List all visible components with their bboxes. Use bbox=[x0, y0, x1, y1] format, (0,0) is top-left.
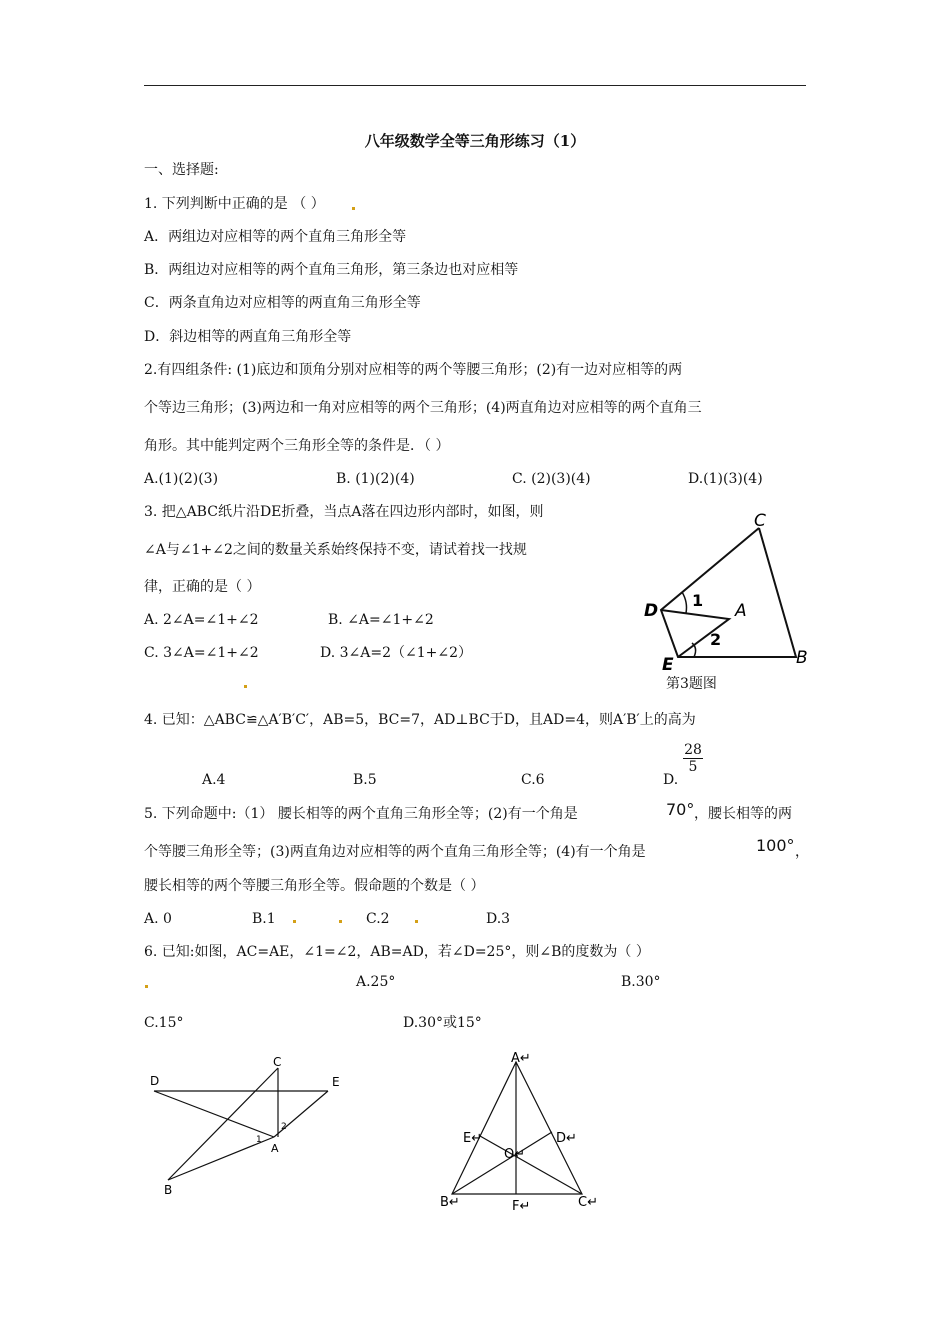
q6-option-d: D.30°或15° bbox=[403, 1015, 482, 1031]
q6-fig1-label-a: A bbox=[271, 1142, 279, 1155]
q3-triangle-outline bbox=[661, 528, 796, 657]
q3-label-b: B bbox=[796, 648, 808, 668]
q5-angle-70: 70° bbox=[666, 800, 695, 819]
q4-stem: 4. 已知：△ABC≌△A′B′C′，AB=5，BC=7，AD⊥BC于D，且AD=4，则A′B′上的高为 bbox=[144, 712, 696, 728]
q6-fig1-label-c: C bbox=[273, 1055, 282, 1069]
q1-option-c: C．两条直角边对应相等的两直角三角形全等 bbox=[144, 295, 421, 311]
q6-fig2-lines bbox=[452, 1062, 582, 1194]
q6-figure-2 bbox=[432, 1050, 612, 1220]
q1-option-d: D．斜边相等的两直角三角形全等 bbox=[144, 329, 352, 345]
q5-option-c: C.2 bbox=[366, 911, 390, 927]
q4-option-b: B.5 bbox=[353, 772, 377, 788]
artifact-dot bbox=[352, 207, 355, 210]
q6-fig2-label-a: A↵ bbox=[511, 1051, 531, 1066]
q5-option-b: B.1 bbox=[252, 911, 276, 927]
q4-option-a: A.4 bbox=[202, 772, 226, 788]
q5-line-2-tail: ， bbox=[795, 844, 809, 860]
artifact-dot bbox=[145, 985, 148, 988]
q6-option-b: B.30° bbox=[621, 974, 661, 990]
q4-option-d: D. bbox=[663, 772, 679, 788]
q6-option-a: A.25° bbox=[356, 974, 396, 990]
q5-option-a: A. 0 bbox=[144, 911, 172, 927]
q3-line-2: ∠A与∠1+∠2之间的数量关系始终保持不变，请试着找一找规 bbox=[144, 542, 527, 558]
q6-fig1-label-b: B bbox=[164, 1183, 173, 1197]
artifact-dot bbox=[339, 920, 342, 923]
q6-fig1-label-2: 2 bbox=[281, 1122, 287, 1132]
q5-line-2: 个等腰三角形全等；(3)两直角边对应相等的两个直角三角形全等；(4)有一个角是 bbox=[144, 844, 646, 860]
artifact-dot bbox=[293, 920, 296, 923]
q3-option-a: A. 2∠A=∠1+∠2 bbox=[144, 612, 259, 628]
section-heading: 一、选择题: bbox=[144, 162, 219, 178]
q3-line-3: 律，正确的是（ ） bbox=[144, 579, 261, 595]
q2-option-b: B. (1)(2)(4) bbox=[336, 471, 415, 487]
artifact-dot bbox=[244, 685, 247, 688]
q3-label-e: E bbox=[662, 655, 674, 675]
q6-stem: 6. 已知:如图，AC=AE，∠1=∠2，AB=AD，若∠D=25°，则∠B的度数为（ ） bbox=[144, 944, 650, 960]
q2-option-d: D.(1)(3)(4) bbox=[688, 471, 763, 487]
q2-line-1: 2.有四组条件: (1)底边和顶角分别对应相等的两个等腰三角形；(2)有一边对应相等的两 bbox=[144, 362, 683, 378]
fraction-numerator: 28 bbox=[684, 742, 702, 758]
q3-label-2: 2 bbox=[710, 630, 722, 649]
q1-option-b: B．两组边对应相等的两个直角三角形，第三条边也对应相等 bbox=[144, 262, 519, 278]
q3-figure bbox=[636, 510, 826, 675]
q6-fig2-label-d: D↵ bbox=[556, 1131, 577, 1146]
q6-fig1-label-e: E bbox=[332, 1075, 340, 1089]
q6-fig1-label-d: D bbox=[150, 1074, 160, 1088]
page-title: 八年级数学全等三角形练习（1） bbox=[364, 132, 586, 150]
q4-option-c: C.6 bbox=[521, 772, 545, 788]
q6-fig2-label-b: B↵ bbox=[440, 1195, 460, 1210]
q3-figure-caption: 第3题图 bbox=[666, 676, 717, 692]
q5-line-1: 5. 下列命题中:（1） 腰长相等的两个直角三角形全等；(2)有一个角是 bbox=[144, 806, 578, 822]
q6-fig1-lines bbox=[154, 1068, 328, 1180]
q2-option-c: C. (2)(3)(4) bbox=[512, 471, 591, 487]
q3-angle-1-arc bbox=[682, 592, 687, 613]
q3-label-1: 1 bbox=[692, 591, 704, 610]
q6-fig2-label-e: E↵ bbox=[463, 1131, 483, 1146]
q2-line-2: 个等边三角形；(3)两边和一角对应相等的两个三角形；(4)两直角边对应相等的两个直角三 bbox=[144, 400, 702, 416]
q6-fig2-label-f: F↵ bbox=[512, 1199, 531, 1214]
q6-option-c: C.15° bbox=[144, 1015, 184, 1031]
q2-option-a: A.(1)(2)(3) bbox=[144, 471, 219, 487]
q3-option-d: D. 3∠A=2（∠1+∠2） bbox=[320, 645, 473, 661]
q6-fig2-label-c: C↵ bbox=[578, 1195, 598, 1210]
q1-option-a: A．两组边对应相等的两个直角三角形全等 bbox=[144, 229, 407, 245]
q3-label-c: C bbox=[754, 511, 766, 531]
q3-line-1: 3. 把△ABC纸片沿DE折叠，当点A落在四边形内部时，如图，则 bbox=[144, 504, 544, 520]
q6-fig2-label-o: O↵ bbox=[504, 1147, 526, 1162]
header-rule bbox=[144, 85, 806, 86]
q3-option-b: B. ∠A=∠1+∠2 bbox=[328, 612, 434, 628]
q4-option-d-fraction bbox=[683, 742, 703, 775]
fraction-denominator: 5 bbox=[688, 759, 698, 775]
q5-line-1-tail: ，腰长相等的两 bbox=[694, 806, 792, 822]
q5-line-3: 腰长相等的两个等腰三角形全等。假命题的个数是（ ） bbox=[144, 878, 485, 894]
q3-label-a: A bbox=[735, 601, 747, 621]
q6-fig1-label-1: 1 bbox=[256, 1135, 262, 1145]
q3-option-c: C. 3∠A=∠1+∠2 bbox=[144, 645, 259, 661]
q5-angle-100: 100° bbox=[756, 836, 795, 855]
artifact-dot bbox=[415, 920, 418, 923]
q1-stem: 1. 下列判断中正确的是 （ ） bbox=[144, 196, 325, 212]
q6-figure-1 bbox=[140, 1050, 370, 1200]
q5-option-d: D.3 bbox=[486, 911, 511, 927]
q3-label-d: D bbox=[644, 601, 659, 621]
q2-line-3: 角形。其中能判定两个三角形全等的条件是．（ ） bbox=[144, 438, 450, 454]
